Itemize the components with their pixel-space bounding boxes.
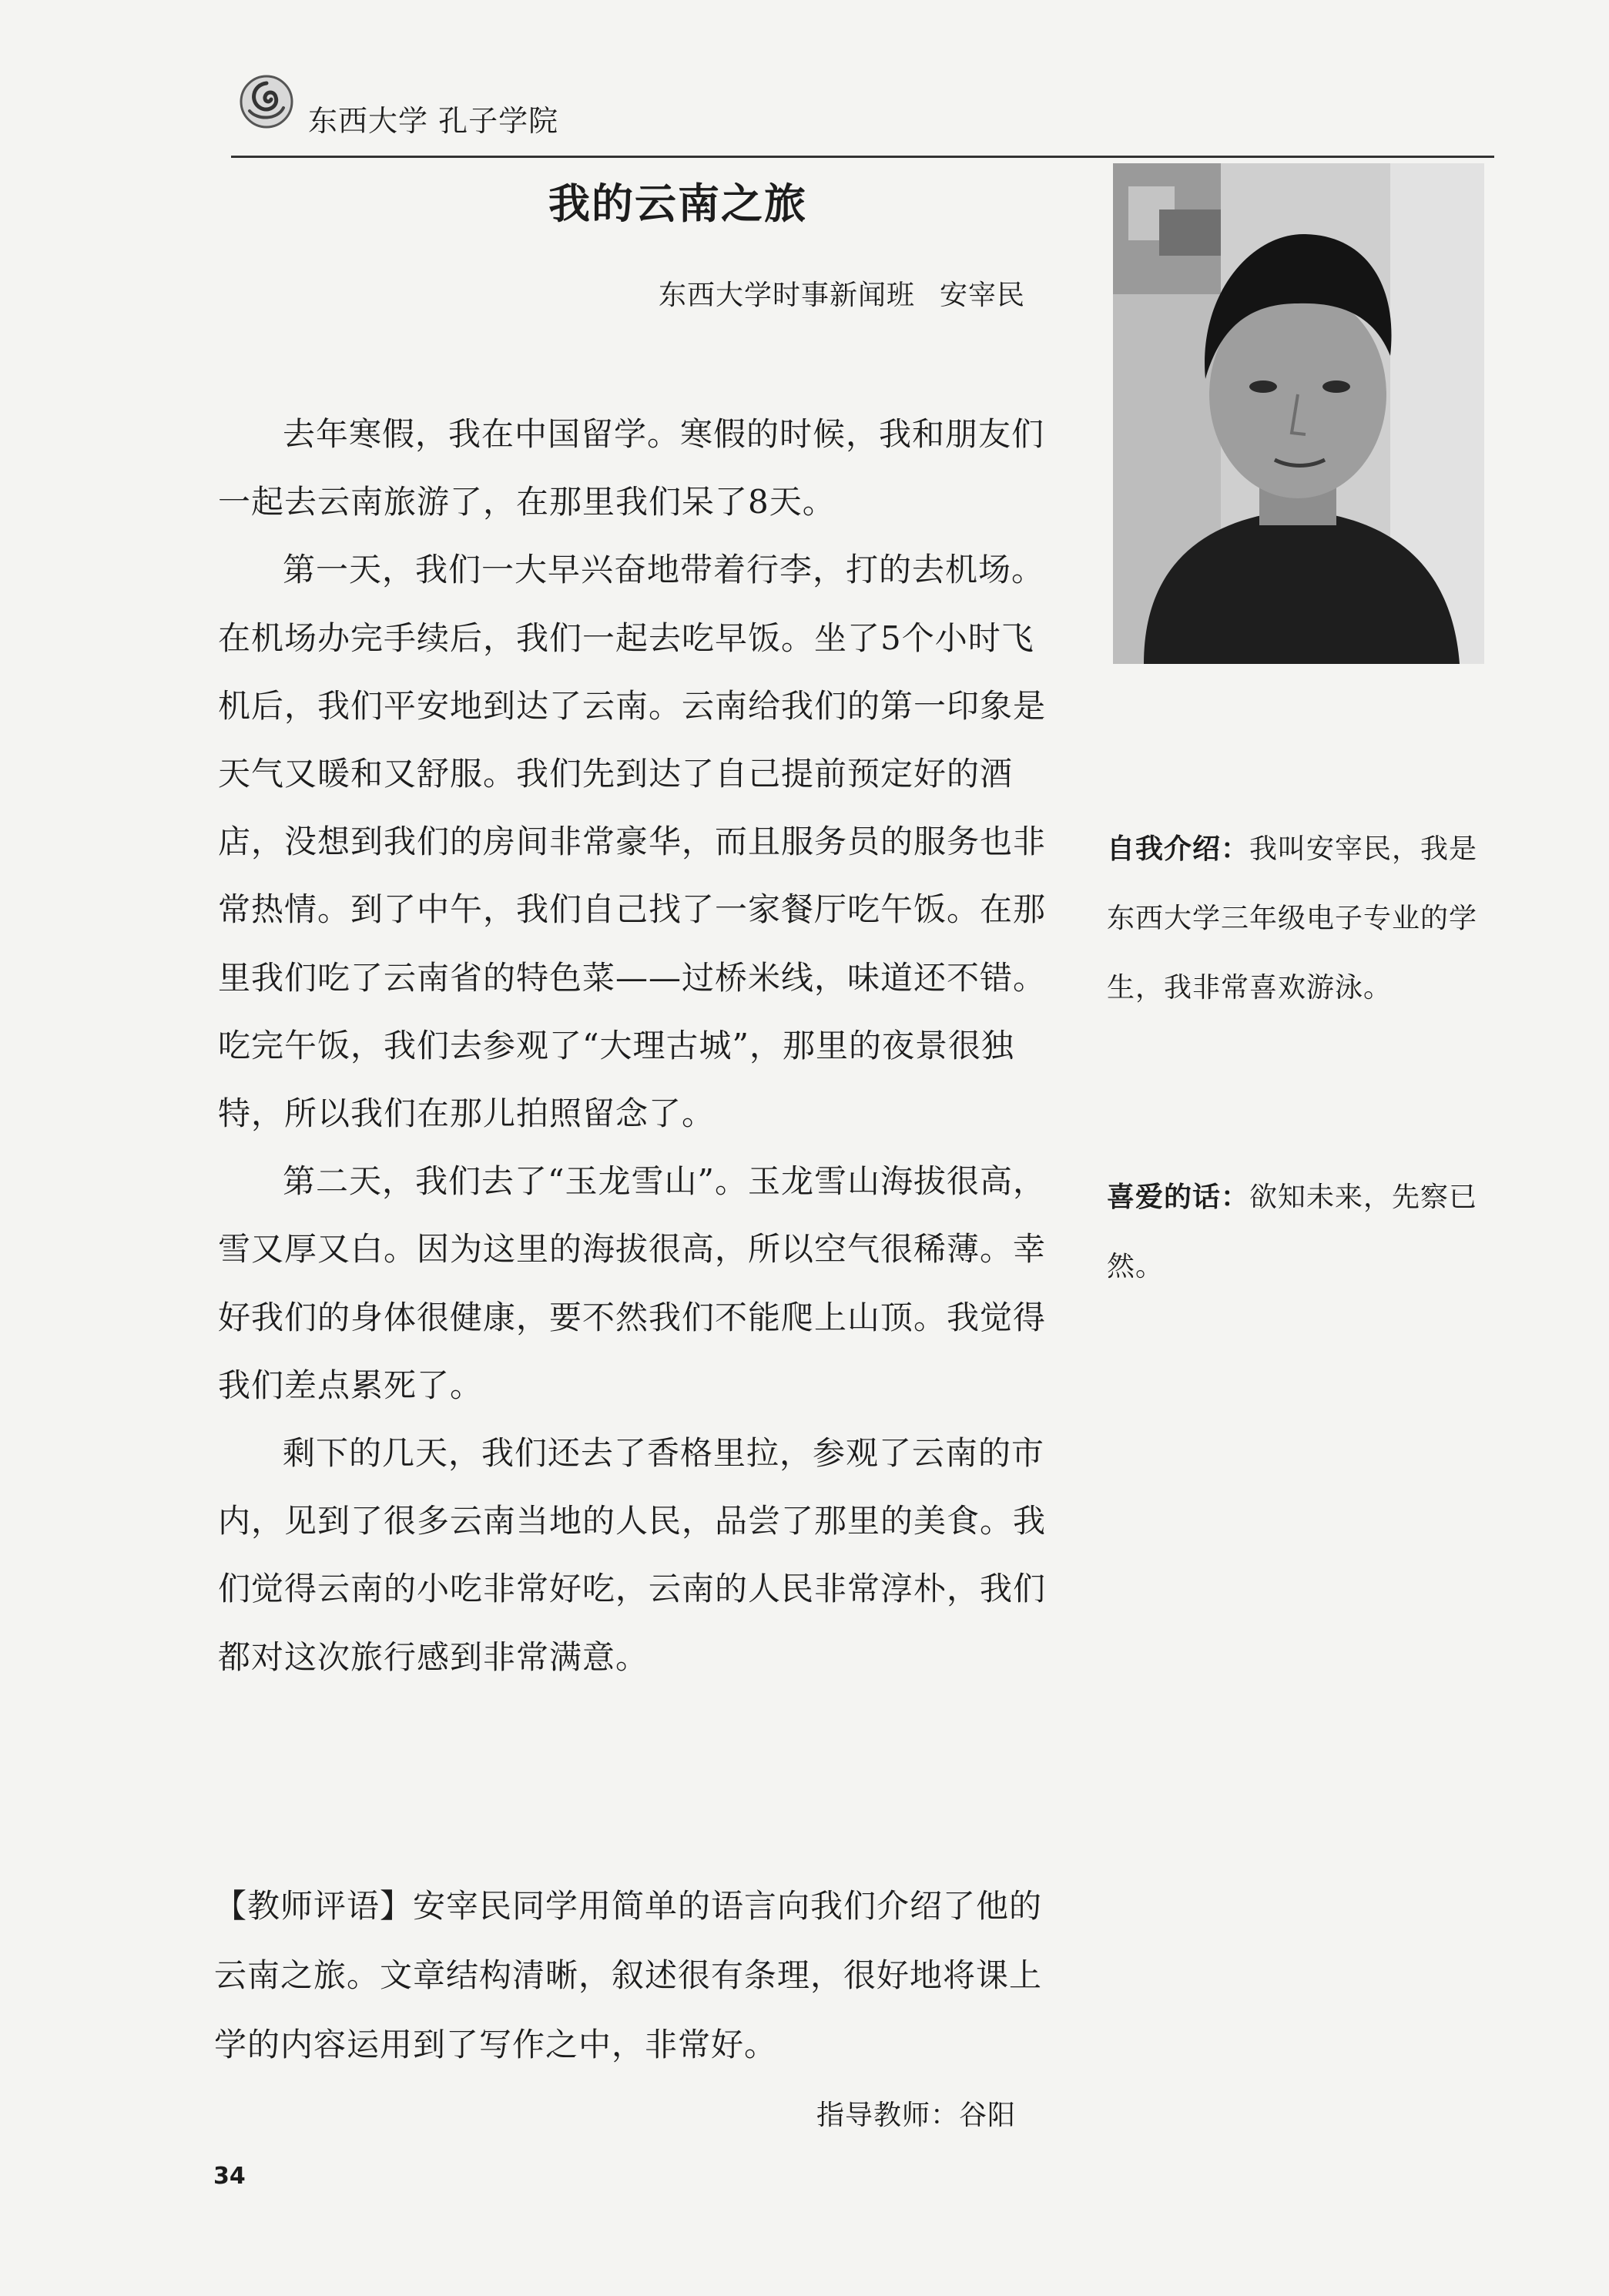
page-header [231, 66, 1494, 151]
swirl-logo-icon [239, 74, 294, 129]
motto-label: 喜爱的话： [1107, 1182, 1250, 1213]
comment-text: 安宰民同学用简单的语言向我们介绍了他的云南之旅。文章结构清晰，叙述很有条理，很好地将课上学的内容运用到了写作之中，非常好。 [214, 1887, 1043, 2063]
motto-text: 欲知未来，先察已然。 [1107, 1182, 1478, 1282]
byline-author: 安宰民 [940, 280, 1026, 311]
teacher-comment [214, 1872, 1054, 2080]
favorite-quote [1107, 1163, 1492, 1302]
article-body [218, 401, 1050, 1691]
header-title: 东西大学 孔子学院 [308, 104, 559, 138]
article-paragraph: 去年寒假，我在中国留学。寒假的时候，我和朋友们一起去云南旅游了，在那里我们呆了8天。 [218, 415, 1045, 521]
student-portrait [1113, 163, 1484, 664]
header-divider [231, 156, 1494, 158]
comment-label: 【教师评语】 [214, 1887, 414, 1925]
article-byline [659, 273, 1025, 313]
article-title: 我的云南之旅 [548, 179, 807, 228]
intro-text: 我叫安宰民，我是东西大学三年级电子专业的学生，我非常喜欢游泳。 [1107, 833, 1478, 1004]
self-introduction [1107, 815, 1492, 1023]
page-number: 34 [213, 2163, 246, 2190]
article-paragraph: 剩下的几天，我们还去了香格里拉，参观了云南的市内，见到了很多云南当地的人民，品尝了那里的美食。我们觉得云南的小吃非常好吃，云南的人民非常淳朴，我们都对这次旅行感到非常满意。 [218, 1434, 1047, 1676]
intro-label: 自我介绍： [1107, 833, 1250, 865]
article-paragraph: 第二天，我们去了“玉龙雪山”。玉龙雪山海拔很高，雪又厚又白。因为这里的海拔很高，所以空气很稀薄。幸好我们的身体很健康，要不然我们不能爬上山顶。我觉得我们差点累死了。 [218, 1162, 1047, 1404]
article-paragraph: 第一天，我们一大早兴奋地带着行李，打的去机场。在机场办完手续后，我们一起去吃早饭。坐了5个小时飞机后，我们平安地到达了云南。云南给我们的第一印象是天气又暖和又舒服。我们先到达了自己提前预定好的酒店，没想到我们的房间非常豪华，而且服务员的服务也非常热情。到了中午，我们自己找了一家餐厅吃午饭。在那里我们吃了云南省的特色菜——过桥米线，味道还不错。吃完午饭，我们去参观了“大理古城”，那里的夜景很独特，所以我们在那儿拍照留念了。 [218, 551, 1047, 1133]
advisor-signature: 指导教师：谷阳 [816, 2100, 1017, 2131]
byline-class: 东西大学时事新闻班 [659, 280, 916, 311]
